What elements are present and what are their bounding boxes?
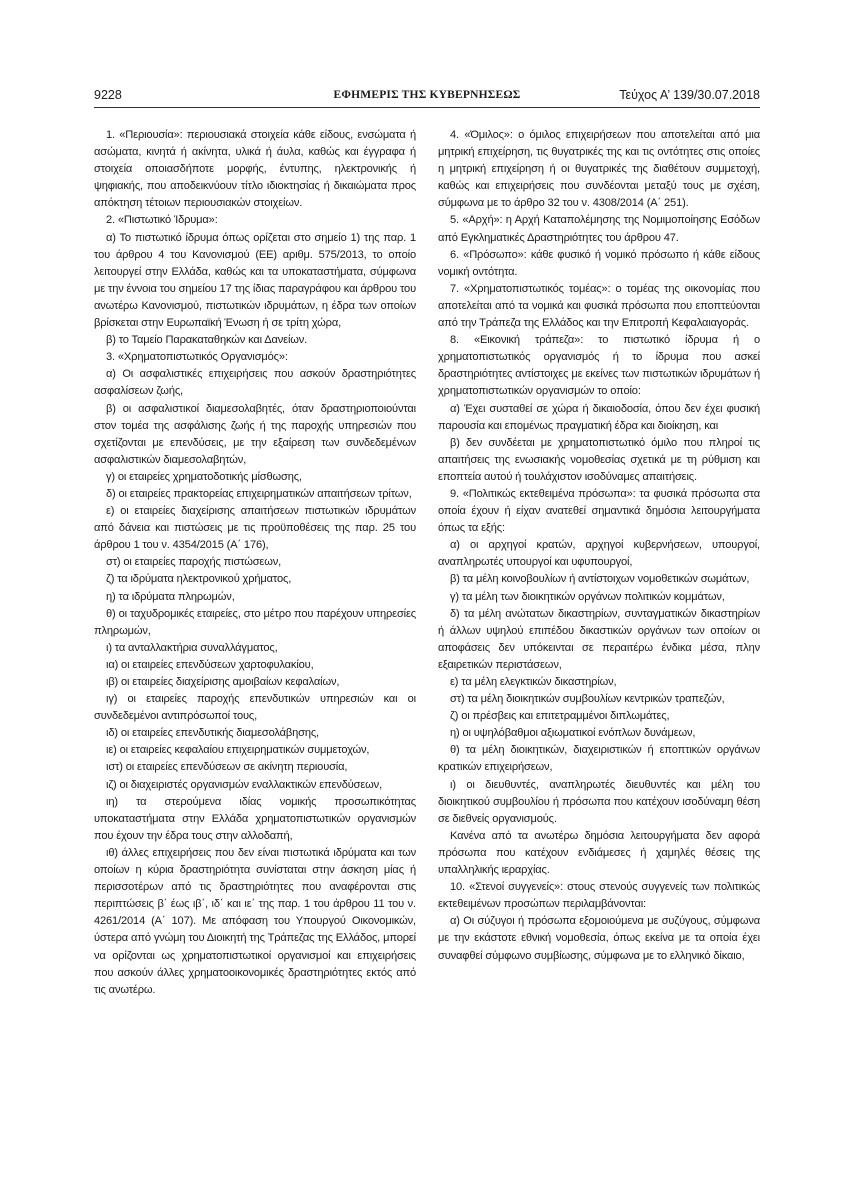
left-paragraph: ζ) τα ιδρύματα ηλεκτρονικού χρήματος, (106, 573, 292, 586)
left-paragraph: ε) οι εταιρείες διαχείρισης απαιτήσεων πιστωτικών ιδρυμάτων από δάνεια και πιστώσεις με τις προϋποθέσεις της παρ. 25 του άρθρου 1 του ν. 4354/2015 (Α΄ 176), (94, 505, 416, 552)
left-column (94, 127, 416, 999)
left-paragraph: γ) οι εταιρείες χρηματοδοτικής μίσθωσης, (106, 470, 302, 483)
page-number: 9228 (94, 88, 122, 102)
left-paragraph: ιη) τα στερούμενα ιδίας νομικής προσωπικότητας υποκαταστήματα στην Ελλάδα χρηματοπιστωτικών οργανισμών που έχουν την έδρα τους στην αλλοδαπή, (94, 795, 416, 842)
page-header (94, 86, 760, 104)
right-column (438, 127, 760, 965)
left-paragraph: ιστ) οι εταιρείες επενδύσεων σε ακίνητη περιουσία, (106, 761, 348, 774)
right-paragraph: β) δεν συνδέεται με χρηματοπιστωτικό όμιλο που πληροί τις απαιτήσεις της ενωσιακής νομοθεσίας σχετικά με τη ρύθμιση και εποπτεία αυτού ή τουλάχιστον ισοδύναμες απαιτήσεις. (438, 436, 760, 483)
left-paragraph: β) το Ταμείο Παρακαταθηκών και Δανείων. (106, 334, 308, 347)
header-rule (94, 107, 760, 108)
right-paragraph: 9. «Πολιτικώς εκτεθειμένα πρόσωπα»: τα φυσικά πρόσωπα στα οποία έχουν ή είχαν ανατεθεί σημαντικά δημόσια λειτουργήματα όπως τα εξής: (438, 487, 760, 535)
left-paragraph: 2. «Πιστωτικό Ίδρυμα»: (106, 214, 218, 227)
gazette-title: ΕΦΗΜΕΡΙΣ ΤΗΣ ΚΥΒΕΡΝΗΣΕΩΣ (333, 89, 521, 101)
right-paragraph: 8. «Εικονική τράπεζα»: το πιστωτικό ίδρυμα ή ο χρηματοπιστωτικός οργανισμός ή το ίδρυμα που ασκεί δραστηριότητες αντίστοιχες με εκείνες των πιστωτικών ιδρυμάτων ή χρηματοπιστωτικών οργανισμών το οποίο: (438, 334, 760, 398)
right-paragraph: α) Οι σύζυγοι ή πρόσωπα εξομοιούμενα με συζύγους, σύμφωνα με την εκάστοτε εθνική νομοθεσία, όπως εκείνα με τα οποία έχει συναφθεί σύμφωνο συμβίωσης, σύμφωνα με το ελληνικό δίκαιο, (438, 915, 760, 962)
right-paragraph: α) Έχει συσταθεί σε χώρα ή δικαιοδοσία, όπου δεν έχει φυσική παρουσία και επομένως πραγματική έδρα και διοίκηση, και (438, 402, 760, 432)
right-paragraph: 4. «Όμιλος»: ο όμιλος επιχειρήσεων που αποτελείται από μια μητρική επιχείρηση, τις θυγατρικές της και τις οντότητες στις οποίες η μητρική επιχείρηση ή οι θυγατρικές της διαθέτουν συμμετοχή, καθώς και επιχειρήσεις που συνδέονται μεταξύ τους με σχέση, σύμφωνα με το άρθρο 32 του ν. 4308/2014 (Α΄ 251). (438, 129, 760, 210)
right-paragraph: Κανένα από τα ανωτέρω δημόσια λειτουργήματα δεν αφορά πρόσωπα που κατέχουν ενδιάμεσες ή χαμηλές θέσεις της υπαλληλικής ιεραρχίας. (438, 829, 760, 877)
left-paragraph: β) οι ασφαλιστικοί διαμεσολαβητές, όταν δραστηριοποιούνται στον τομέα της ασφάλισης ζωής ή της παροχής υπηρεσιών που σχετίζονται με επενδύσεις, με την εξαίρεση των συνδεδεμένων ασφαλιστικών διαμεσολαβητών, (94, 402, 416, 466)
left-paragraph: η) τα ιδρύματα πληρωμών, (106, 590, 235, 603)
right-paragraph: η) οι υψηλόβαθμοι αξιωματικοί ενόπλων δυνάμεων, (450, 727, 696, 740)
right-paragraph: δ) τα μέλη ανώτατων δικαστηρίων, συνταγματικών δικαστηρίων ή άλλων υψηλού επιπέδου δικαστικών οργάνων των οποίων οι αποφάσεις δεν υπόκεινται σε περαιτέρω ένδικα μέσα, πλην εξαιρετικών περιστάσεων, (438, 607, 760, 671)
left-paragraph: θ) οι ταχυδρομικές εταιρείες, στο μέτρο που παρέχουν υπηρεσίες πληρωμών, (94, 607, 416, 637)
left-paragraph: στ) οι εταιρείες παροχής πιστώσεων, (106, 556, 282, 569)
right-paragraph: β) τα μέλη κοινοβουλίων ή αντίστοιχων νομοθετικών σωμάτων, (450, 573, 750, 586)
left-paragraph: ιβ) οι εταιρείες διαχείρισης αμοιβαίων κεφαλαίων, (106, 676, 340, 688)
left-paragraph: δ) οι εταιρείες πρακτορείας επιχειρηματικών απαιτήσεων τρίτων, (106, 487, 412, 500)
left-paragraph: ι) τα ανταλλακτήρια συναλλάγματος, (106, 641, 278, 654)
right-paragraph: 7. «Χρηματοπιστωτικός τομέας»: ο τομέας της οικονομίας που αποτελείται από τα νομικά και φυσικά πρόσωπα που εποπτεύονται από την Τράπεζα της Ελλάδος και την Επιτροπή Κεφαλαιαγοράς. (438, 282, 760, 330)
left-paragraph: 3. «Χρηματοπιστωτικός Οργανισμός»: (106, 351, 288, 364)
right-paragraph: στ) τα μέλη διοικητικών συμβουλίων κεντρικών τραπεζών, (450, 693, 725, 706)
right-paragraph: 10. «Στενοί συγγενείς»: στους στενούς συγγενείς των πολιτικώς εκτεθειμένων προσώπων περιλαμβάνονται: (438, 881, 760, 911)
left-paragraph: 1. «Περιουσία»: περιουσιακά στοιχεία κάθε είδους, ενσώματα ή ασώματα, κινητά ή ακίνητα, υλικά ή άυλα, καθώς και έγγραφα ή στοιχεία οποιασδήποτε μορφής, έντυπης, ηλεκτρονικής ή ψηφιακής, που αποδεικνύουν τίτλο ιδιοκτησίας ή δικαιώματα προς απόκτηση τέτοιων περιουσιακών στοιχείων. (94, 129, 416, 210)
right-paragraph: α) οι αρχηγοί κρατών, αρχηγοί κυβερνήσεων, υπουργοί, αναπληρωτές υπουργοί και υφυπουργοί, (438, 539, 760, 569)
right-paragraph: ζ) οι πρέσβεις και επιτετραμμένοι διπλωμάτες, (450, 710, 670, 723)
left-paragraph: ια) οι εταιρείες επενδύσεων χαρτοφυλακίου, (106, 658, 314, 671)
left-paragraph: α) Το πιστωτικό ίδρυμα όπως ορίζεται στο σημείο 1) της παρ. 1 του άρθρου 4 του Κανονισμού (ΕΕ) αριθμ. 575/2013, το οποίο λειτουργεί στην Ελλάδα, καθώς και τα υποκαταστήματα, σύμφωνα με την έννοια του σημείου 17 της ίδιας παραγράφου και άρθρου του ανωτέρω Κανονισμού, πιστωτικών ιδρυμάτων, η έδρα των οποίων βρίσκεται στην Ευρωπαϊκή Ένωση ή σε τρίτη χώρα, (94, 231, 416, 330)
right-paragraph: ε) τα μέλη ελεγκτικών δικαστηρίων, (450, 676, 617, 688)
left-paragraph: ιγ) οι εταιρείες παροχής επενδυτικών υπηρεσιών και οι συνδεδεμένοι αντιπρόσωποί τους, (94, 693, 416, 723)
right-paragraph: 5. «Αρχή»: η Αρχή Καταπολέμησης της Νομιμοποίησης Εσόδων από Εγκληματικές Δραστηριότητες του άρθρου 47. (438, 214, 760, 244)
left-paragraph: ιζ) οι διαχειριστές οργανισμών εναλλακτικών επενδύσεων, (106, 778, 383, 791)
right-paragraph: ι) οι διευθυντές, αναπληρωτές διευθυντές και μέλη του διοικητικού συμβουλίου ή πρόσωπα που κατέχουν ισοδύναμη θέση σε διεθνείς οργανισμούς. (438, 778, 760, 825)
right-paragraph: γ) τα μέλη των διοικητικών οργάνων πολιτικών κομμάτων, (450, 590, 725, 603)
right-paragraph: 6. «Πρόσωπο»: κάθε φυσικό ή νομικό πρόσωπο ή κάθε είδους νομική οντότητα. (438, 248, 760, 278)
left-paragraph: ιε) οι εταιρείες κεφαλαίου επιχειρηματικών συμμετοχών, (106, 744, 370, 757)
issue-label: Τεύχος Α’ 139/30.07.2018 (619, 88, 760, 102)
left-paragraph: ιδ) οι εταιρείες επενδυτικής διαμεσολάβησης, (106, 727, 319, 740)
left-paragraph: ιθ) άλλες επιχειρήσεις που δεν είναι πιστωτικά ιδρύματα και των οποίων η κύρια δραστηριότητα συνίσταται στην άσκηση μίας ή περισσοτέρων από τις δραστηριότητες που αναφέρονται στις περιπτώσεις β΄ έως ιβ΄, ιδ΄ και ιε΄ της παρ. 1 του άρθρου 11 του ν. 4261/2014 (Α΄ 107). Με απόφαση του Υπουργού Οικονομικών, ύστερα από γνώμη του Διοικητή της Τράπεζας της Ελλάδος, μπορεί να ορίζονται ως χρηματοπιστωτικοί οργανισμοί και επιχειρήσεις που ασκούν άλλες χρηματοοικονομικές δραστηριότητες εκτός από τις ανωτέρω. (94, 846, 416, 996)
right-paragraph: θ) τα μέλη διοικητικών, διαχειριστικών ή εποπτικών οργάνων κρατικών επιχειρήσεων, (438, 744, 760, 774)
left-paragraph: α) Οι ασφαλιστικές επιχειρήσεις που ασκούν δραστηριότητες ασφαλίσεων ζωής, (94, 368, 416, 398)
